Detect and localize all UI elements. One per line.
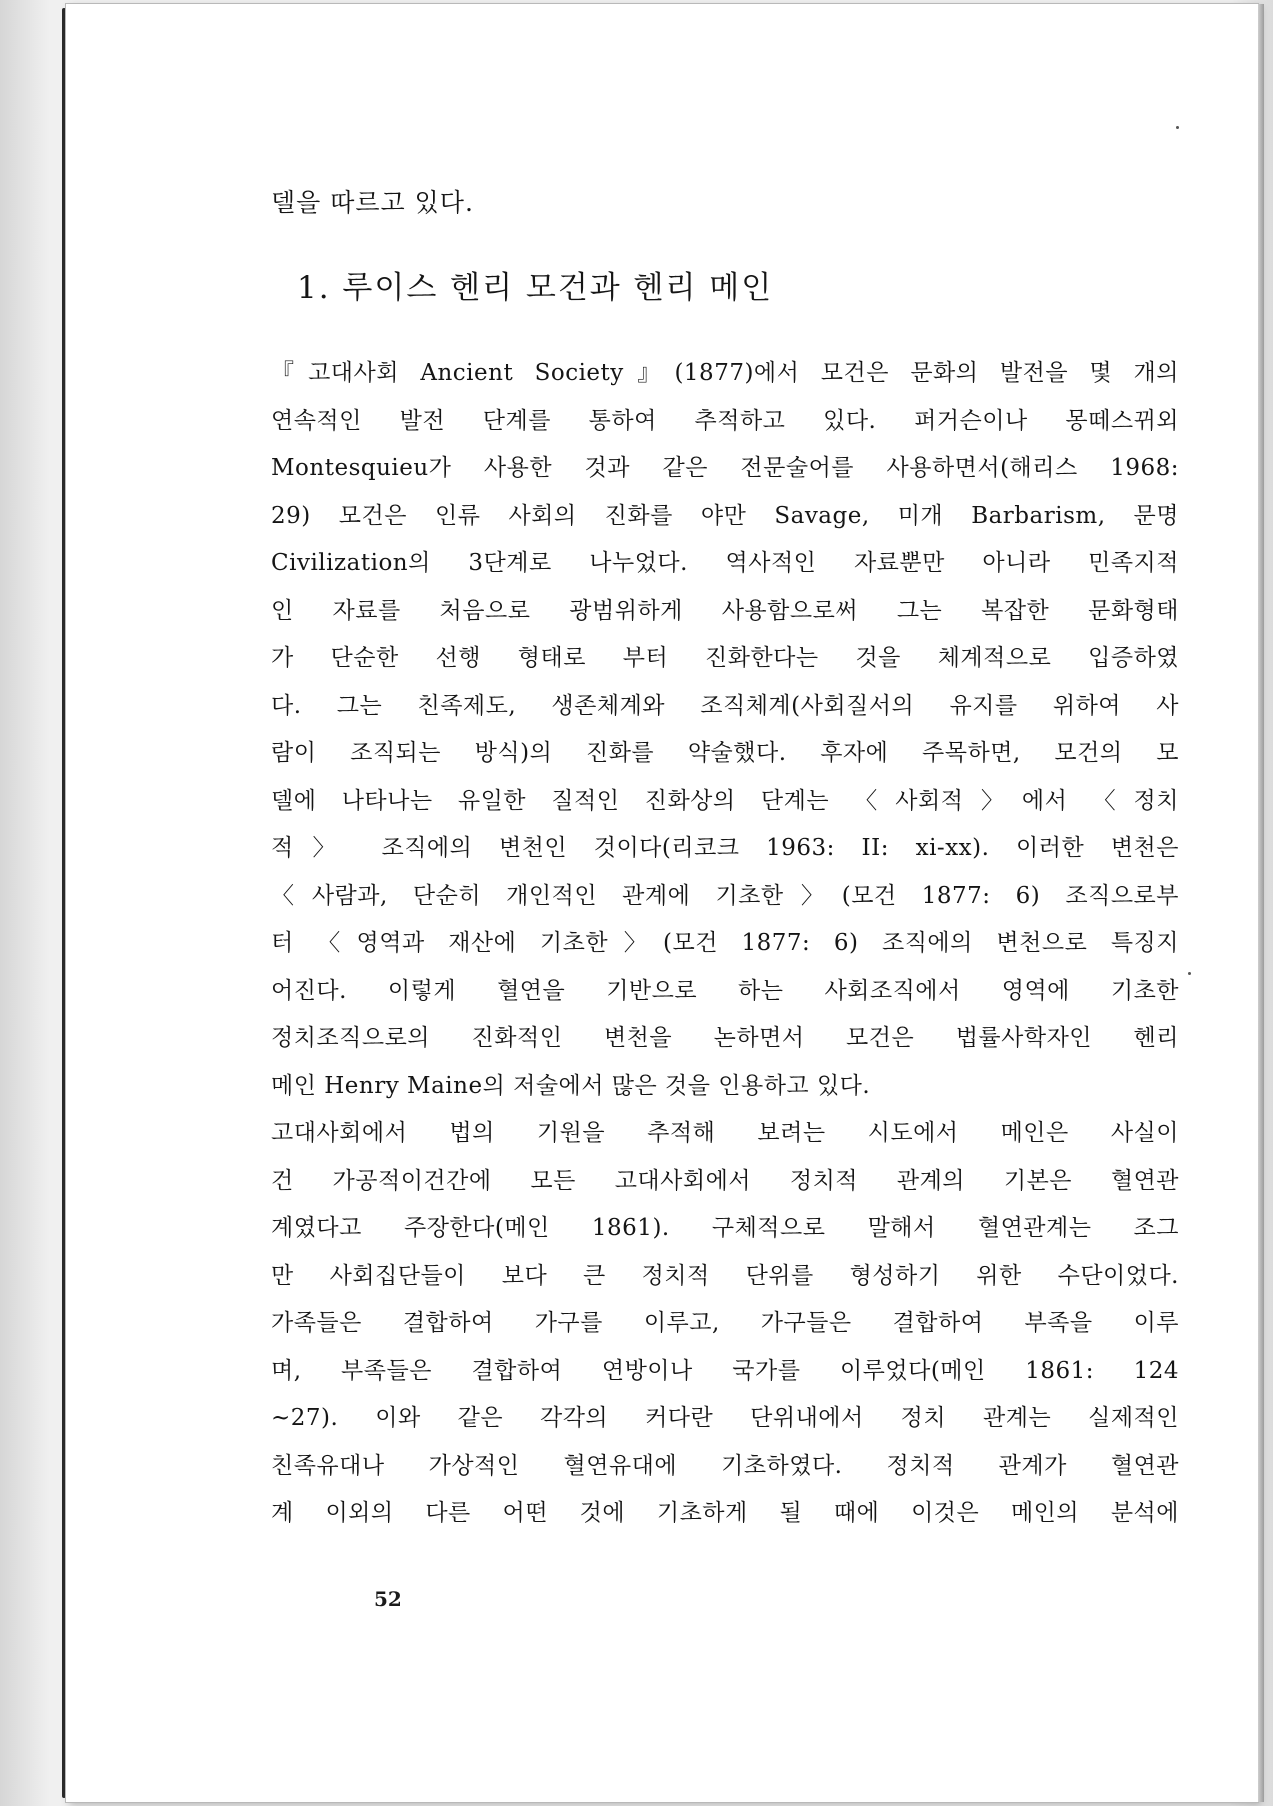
paragraph-line: 적〉 조직에의 변천인 것이다(리코크 1963: II: xi-xx). 이러한 변천은 xyxy=(271,835,1179,861)
paragraph-line: Civilization의 3단계로 나누었다. 역사적인 자료뿐만 아니라 민족지적 xyxy=(271,550,1179,576)
paragraph-line: 람이 조직되는 방식)의 진화를 약술했다. 후자에 주목하면, 모건의 모 xyxy=(271,740,1179,766)
paragraph-line: ~27). 이와 같은 각각의 커다란 단위내에서 정치 관계는 실제적인 xyxy=(271,1405,1179,1431)
scan-speck xyxy=(1188,972,1191,975)
book-page xyxy=(66,4,1258,1802)
paragraph-line: 친족유대나 가상적인 혈연유대에 기초하였다. 정치적 관계가 혈연관 xyxy=(271,1452,1180,1479)
paragraph-line: 며, 부족들은 결합하여 연방이나 국가를 이루었다(메인 1861: 124 xyxy=(271,1357,1179,1384)
paragraph-line: 델에 나타나는 유일한 질적인 진화상의 단계는 〈사회적〉에서 〈정치 xyxy=(271,787,1179,814)
paragraph-line: 어진다. 이렇게 혈연을 기반으로 하는 사회조직에서 영역에 기초한 xyxy=(271,977,1179,1004)
paragraph-line: 터 〈영역과 재산에 기초한〉(모건 1877: 6) 조직에의 변천으로 특징지 xyxy=(271,930,1179,956)
section-heading: 1. 루이스 헨리 모건과 헨리 메인 xyxy=(297,270,774,306)
page-number: 52 xyxy=(374,1587,402,1611)
paragraph-1 xyxy=(271,350,1179,1110)
paragraph-line: 정치조직으로의 진화적인 변천을 논하면서 모건은 법률사학자인 헨리 xyxy=(271,1025,1179,1051)
paragraph-2 xyxy=(271,1110,1179,1538)
paragraph-line: 연속적인 발전 단계를 통하여 추적하고 있다. 퍼거슨이나 몽떼스뀌외 xyxy=(271,407,1179,434)
paragraph-line: 인 자료를 처음으로 광범위하게 사용함으로써 그는 복잡한 문화형태 xyxy=(271,597,1179,624)
paragraph-line: 만 사회집단들이 보다 큰 정치적 단위를 형성하기 위한 수단이었다. xyxy=(271,1262,1179,1289)
paragraph-line: 건 가공적이건간에 모든 고대사회에서 정치적 관계의 기본은 혈연관 xyxy=(271,1167,1179,1194)
page-text-block xyxy=(271,179,1179,1538)
paragraph-line: 다. 그는 친족제도, 생존체계와 조직체계(사회질서의 유지를 위하여 사 xyxy=(271,692,1179,719)
paragraph-line: 메인 Henry Maine의 저술에서 많은 것을 인용하고 있다. xyxy=(271,1072,871,1099)
paragraph-line: 계였다고 주장한다(메인 1861). 구체적으로 말해서 혈연관계는 조그 xyxy=(271,1215,1179,1241)
paragraph-line: 가족들은 결합하여 가구를 이루고, 가구들은 결합하여 부족을 이루 xyxy=(271,1310,1179,1336)
continued-line: 델을 따르고 있다. xyxy=(271,188,474,217)
paragraph-line: 계 이외의 다른 어떤 것에 기초하게 될 때에 이것은 메인의 분석에 xyxy=(271,1500,1179,1526)
paragraph-line: Montesquieu가 사용한 것과 같은 전문술어를 사용하면서(해리스 1968: xyxy=(271,455,1179,481)
page-fold-shadow xyxy=(1258,4,1264,1802)
paragraph-line: 고대사회에서 법의 기원을 추적해 보려는 시도에서 메인은 사실이 xyxy=(271,1120,1179,1146)
paragraph-line: 가 단순한 선행 형태로 부터 진화한다는 것을 체계적으로 입증하였 xyxy=(271,645,1179,671)
paragraph-line: 『고대사회 Ancient Society』(1877)에서 모건은 문화의 발전을 몇 개의 xyxy=(271,360,1179,386)
scan-speck xyxy=(1176,126,1179,129)
paragraph-line: 29) 모건은 인류 사회의 진화를 야만 Savage, 미개 Barbarism, 문명 xyxy=(271,502,1179,529)
paragraph-line: 〈사람과, 단순히 개인적인 관계에 기초한〉(모건 1877: 6) 조직으로부 xyxy=(271,882,1179,909)
